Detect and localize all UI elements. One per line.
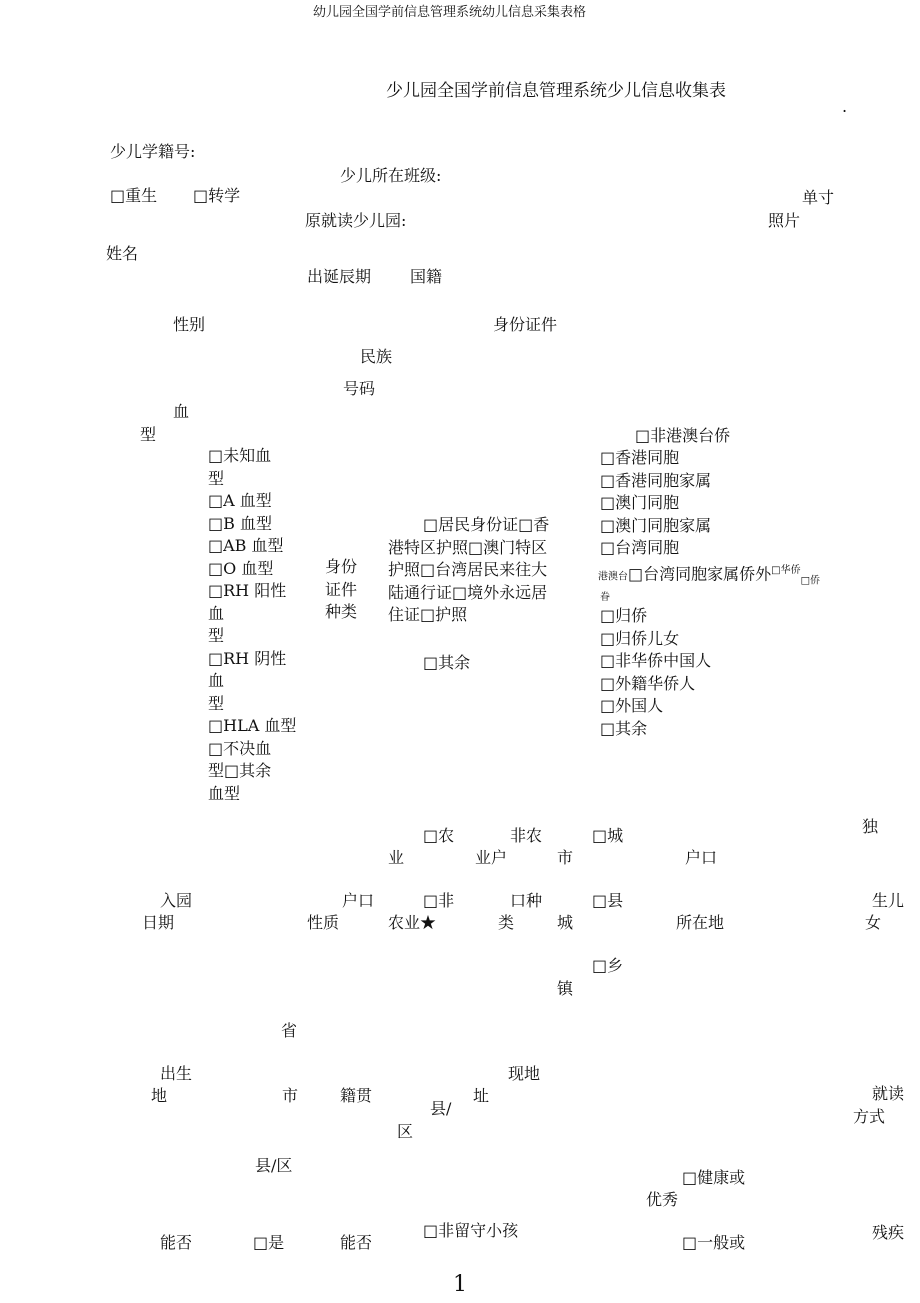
id-type-option-line[interactable]: □居民身份证□香 bbox=[423, 515, 550, 534]
hmt-option[interactable]: □台湾同胞 bbox=[600, 538, 680, 557]
not-left-behind-checkbox[interactable]: □非留守小孩 bbox=[423, 1221, 519, 1240]
number-label: 号码 bbox=[343, 379, 376, 398]
blood-option-text: 型 bbox=[208, 468, 225, 488]
hukou-label: 户口 bbox=[685, 848, 718, 867]
birthplace-label-1: 出生 bbox=[160, 1064, 193, 1083]
nonagri-label: 非农 bbox=[510, 826, 543, 845]
nonagri-checkbox[interactable]: □非 bbox=[423, 891, 455, 910]
blood-option-text: 血 bbox=[208, 603, 225, 623]
id-type-option-line[interactable]: 护照□台湾居民来往大 bbox=[388, 560, 548, 579]
can-or-not-label-1: 能否 bbox=[160, 1233, 193, 1252]
blood-option-text: 型 bbox=[208, 626, 225, 645]
county-district-label: 县/区 bbox=[255, 1156, 293, 1175]
new-student-checkbox[interactable]: □重生 bbox=[110, 186, 158, 205]
town-checkbox[interactable]: □乡 bbox=[592, 956, 624, 975]
hukou-type-label-1: 口种 bbox=[510, 891, 543, 910]
study-mode-label-1: 就读 bbox=[872, 1084, 905, 1103]
id-doc-label: 身份证件 bbox=[493, 315, 558, 334]
city-label: 市 bbox=[282, 1086, 299, 1105]
agri-label-2: 业 bbox=[388, 848, 405, 867]
id-type-option-line[interactable]: 港特区护照□澳门特区 bbox=[388, 537, 548, 557]
gender-label: 性别 bbox=[173, 315, 206, 334]
province-label: 省 bbox=[281, 1021, 298, 1040]
healthy-checkbox[interactable]: □健康或 bbox=[682, 1168, 746, 1187]
photo-label-2: 照片 bbox=[768, 211, 801, 230]
hmt-option[interactable]: □归侨 bbox=[600, 606, 648, 625]
entry-date-label-2: 日期 bbox=[142, 913, 175, 932]
blood-type-options bbox=[208, 445, 296, 805]
dot-mark: . bbox=[842, 97, 848, 116]
name-label: 姓名 bbox=[106, 244, 139, 263]
only-child-label-1: 独 bbox=[862, 817, 879, 836]
city-label-2: 市 bbox=[557, 848, 574, 867]
taiwan-family-row bbox=[598, 560, 820, 593]
hmt-options-1 bbox=[600, 447, 711, 560]
hmt-option[interactable]: □外籍华侨人 bbox=[600, 673, 696, 693]
blood-option[interactable]: 型□其余 bbox=[208, 761, 272, 780]
transfer-checkbox[interactable]: □转学 bbox=[193, 186, 241, 205]
hmt-option[interactable]: □其余 bbox=[600, 718, 648, 738]
prev-kindergarten-label: 原就读少儿园: bbox=[305, 211, 407, 230]
hmt-option[interactable]: □香港同胞家属 bbox=[600, 470, 712, 490]
study-mode-label-2: 方式 bbox=[853, 1107, 886, 1126]
native-place-label: 籍贯 bbox=[340, 1086, 373, 1105]
address-label-2: 址 bbox=[473, 1086, 490, 1105]
blood-option[interactable]: □不决血 bbox=[208, 738, 272, 758]
hmt-option[interactable]: □香港同胞 bbox=[600, 448, 680, 467]
disabled-label: 残疾 bbox=[872, 1223, 905, 1242]
blood-option[interactable]: □A 血型 bbox=[208, 491, 272, 510]
id-type-option-line[interactable]: 住证□护照 bbox=[388, 605, 468, 624]
town-label-2: 镇 bbox=[557, 979, 574, 998]
birthplace-label-2: 地 bbox=[151, 1086, 168, 1105]
county-checkbox[interactable]: □县 bbox=[592, 891, 624, 910]
ethnicity-label: 民族 bbox=[360, 347, 393, 366]
nonagri-label-3: 农业★ bbox=[388, 913, 437, 932]
only-child-label-3: 女 bbox=[865, 913, 882, 932]
id-type-label-line: 身份 bbox=[325, 557, 358, 576]
id-type-option-line[interactable]: 陆通行证□境外永远居 bbox=[388, 582, 548, 602]
district-label: 区 bbox=[397, 1122, 414, 1141]
county-label: 县/ bbox=[430, 1099, 452, 1118]
hmt-small-prefix: 港澳台 bbox=[598, 571, 628, 583]
blood-option[interactable]: □HLA 血型 bbox=[208, 716, 297, 735]
entry-date-label-1: 入园 bbox=[160, 891, 193, 910]
hukou-nature-label-1: 户口 bbox=[342, 891, 375, 910]
healthy-label-2: 优秀 bbox=[646, 1190, 679, 1209]
hmt-options-2 bbox=[600, 605, 711, 740]
agri-checkbox[interactable]: □农 bbox=[423, 826, 455, 845]
id-type-other-checkbox[interactable]: □其余 bbox=[423, 653, 471, 672]
hmt-option[interactable]: □外国人 bbox=[600, 696, 664, 715]
overseas-family-checkbox[interactable]: □侨 bbox=[800, 575, 821, 587]
can-or-not-label-2: 能否 bbox=[340, 1233, 373, 1252]
nonagri-label-2: 业户 bbox=[475, 848, 508, 867]
location-label: 所在地 bbox=[676, 913, 725, 932]
blood-option-text: 型 bbox=[208, 693, 225, 713]
id-type-options bbox=[388, 514, 549, 627]
photo-label-1: 单寸 bbox=[802, 188, 835, 207]
class-label: 少儿所在班级: bbox=[340, 166, 442, 185]
only-child-label-2: 生儿 bbox=[872, 891, 905, 910]
city-checkbox[interactable]: □城 bbox=[592, 826, 624, 845]
id-type-label bbox=[325, 556, 357, 624]
page-number: 1 bbox=[453, 1272, 467, 1297]
hmt-option[interactable]: □澳门同胞家属 bbox=[600, 515, 712, 535]
id-type-label-line: 证件 bbox=[325, 579, 358, 599]
blood-option-text: 血 bbox=[208, 671, 225, 690]
address-label-1: 现地 bbox=[508, 1064, 541, 1083]
nationality-label: 国籍 bbox=[410, 267, 443, 286]
county-label-2: 城 bbox=[557, 913, 574, 932]
id-type-label-line: 种类 bbox=[325, 602, 358, 621]
non-hmt-checkbox[interactable]: □非港澳台侨 bbox=[635, 426, 731, 445]
hmt-option[interactable]: □非华侨中国人 bbox=[600, 651, 712, 670]
overseas-chinese-checkbox[interactable]: □华侨 bbox=[771, 565, 801, 576]
blood-option[interactable]: □AB 血型 bbox=[208, 536, 284, 555]
hmt-option[interactable]: □澳门同胞 bbox=[600, 493, 680, 512]
form-title: 少儿园全国学前信息管理系统少儿信息收集表 bbox=[386, 81, 726, 101]
hukou-nature-label-2: 性质 bbox=[307, 913, 340, 932]
page-header: 幼儿园全国学前信息管理系统幼儿信息采集表格 bbox=[313, 5, 587, 20]
hmt-small-suffix: 眷 bbox=[600, 592, 610, 603]
hmt-option[interactable]: □归侨儿女 bbox=[600, 628, 680, 648]
blood-label-2: 型 bbox=[140, 425, 157, 444]
blood-option[interactable]: □B 血型 bbox=[208, 513, 272, 533]
blood-option[interactable]: □RH 阳性 bbox=[208, 581, 287, 600]
student-id-label: 少儿学籍号: bbox=[110, 142, 196, 161]
blood-option[interactable]: □O 血型 bbox=[208, 558, 274, 578]
birth-date-label: 出诞辰期 bbox=[307, 267, 372, 286]
blood-label-1: 血 bbox=[173, 402, 190, 421]
blood-option-text: 血型 bbox=[208, 783, 241, 803]
hukou-type-label-2: 类 bbox=[498, 913, 515, 932]
yes-checkbox[interactable]: □是 bbox=[253, 1233, 285, 1252]
blood-option[interactable]: □RH 阴性 bbox=[208, 648, 287, 668]
taiwan-family-checkbox[interactable]: □台湾同胞家属侨外 bbox=[628, 564, 772, 584]
average-checkbox[interactable]: □一般或 bbox=[682, 1233, 746, 1252]
blood-option[interactable]: □未知血 bbox=[208, 446, 272, 465]
